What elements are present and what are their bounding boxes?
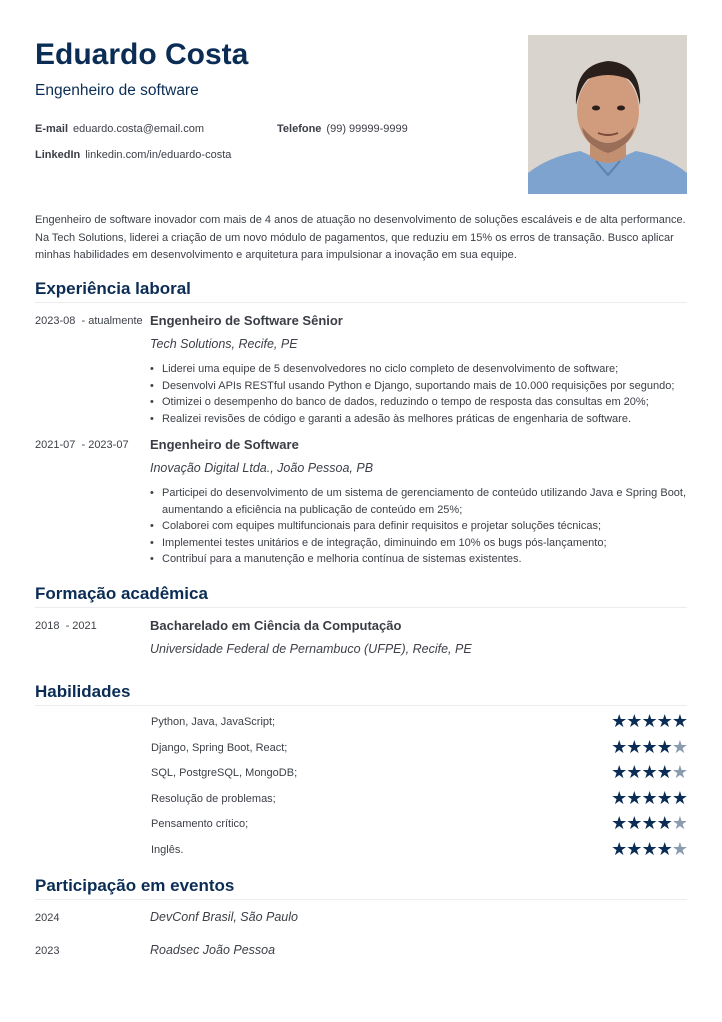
star-filled-icon: ★ [611,711,628,731]
experience-role: Engenheiro de Software Sênior [150,313,343,328]
skill-row [151,736,688,757]
star-filled-icon: ★ [611,839,628,859]
experience-date: 2021-07 - 2023-07 [35,439,129,451]
skill-row [151,839,688,859]
star-filled-icon: ★ [656,787,673,808]
star-filled-icon: ★ [656,736,673,757]
skill-rating [611,814,687,832]
education-school: Universidade Federal de Pernambuco (UFPE), Recife, PE [150,642,472,656]
skill-name: SQL, PostgreSQL, MongoDB; [151,767,298,780]
candidate-name: Eduardo Costa [35,38,249,71]
star-empty-icon: ★ [671,762,688,783]
star-filled-icon: ★ [626,711,643,731]
skill-name: Inglês. [151,844,184,856]
contact-linkedin [35,149,231,161]
star-filled-icon: ★ [626,787,643,808]
star-filled-icon: ★ [626,762,643,783]
event-name: DevConf Brasil, São Paulo [150,910,298,924]
event-name: Roadsec João Pessoa [150,943,276,957]
linkedin-label: LinkedIn [35,149,81,161]
event-year: 2024 [35,912,60,924]
skill-name: Pensamento crítico; [151,818,249,831]
skill-row [151,711,688,731]
experience-bullets [150,361,702,427]
skill-rating [611,712,687,730]
linkedin-value[interactable]: linkedin.com/in/eduardo-costa [85,149,232,161]
list-item: • Desenvolvi APIs RESTful usando Python e Django, suportando mais de 10.000 requisições por segundo; [162,378,702,395]
experience-bullets [150,485,702,568]
star-filled-icon: ★ [656,711,673,731]
skill-row [151,813,688,834]
star-filled-icon: ★ [641,762,658,783]
section-title-events: Participação em eventos [35,876,235,895]
star-filled-icon: ★ [656,762,673,783]
person-photo-icon [528,35,687,194]
list-item: • Contribuí para a manutenção e melhoria contínua de sistemas existentes. [162,551,702,568]
phone-value[interactable]: (99) 99999-9999 [326,123,408,135]
phone-label: Telefone [277,123,322,135]
profile-photo [528,35,687,194]
skill-name: Python, Java, JavaScript; [151,716,276,728]
list-item: • Realizei revisões de código e garanti a adesão às melhores práticas de engenharia de software. [162,411,702,428]
star-filled-icon: ★ [611,736,628,757]
section-title-experience: Experiência laboral [35,279,191,298]
star-filled-icon: ★ [656,813,673,834]
star-filled-icon: ★ [641,839,658,859]
list-item: • Implementei testes unitários e de integração, diminuindo em 10% os bugs pós-lançamento; [162,535,702,552]
star-filled-icon: ★ [641,711,658,731]
email-label: E-mail [35,123,69,135]
contact-email [35,123,204,135]
skill-rating [611,840,687,858]
candidate-title: Engenheiro de software [35,82,199,99]
contact-phone [277,123,408,135]
skill-rating [611,789,687,807]
skill-name: Resolução de problemas; [151,792,276,805]
experience-role: Engenheiro de Software [150,437,299,452]
list-item: • Otimizei o desempenho do banco de dados, reduzindo o tempo de resposta das consultas em 20%; [162,394,702,411]
skill-rating [611,738,687,756]
divider [35,899,687,900]
list-item: • Colaborei com equipes multifuncionais para definir requisitos e projetar soluções técnicas; [162,518,702,535]
email-value[interactable]: eduardo.costa@email.com [73,123,205,135]
star-filled-icon: ★ [641,813,658,834]
divider [35,705,687,706]
star-filled-icon: ★ [671,787,688,808]
skill-row [151,762,688,783]
list-item: • Participei do desenvolvimento de um sistema de gerenciamento de conteúdo utilizando Java e Spring Boot, aumentando a eficiência na publicação de conteúdo em 25%; [162,485,702,518]
star-filled-icon: ★ [611,813,628,834]
divider [35,607,687,608]
education-date: 2018 - 2021 [35,620,97,632]
experience-company: Tech Solutions, Recife, PE [150,337,298,351]
divider [35,302,687,303]
star-filled-icon: ★ [626,839,643,859]
star-filled-icon: ★ [641,787,658,808]
star-filled-icon: ★ [671,711,688,731]
star-filled-icon: ★ [611,762,628,783]
star-empty-icon: ★ [671,839,688,859]
professional-summary: Engenheiro de software inovador com mais de 4 anos de atuação no desenvolvimento de soluções escaláveis e de alta performance. Na Tech Solutions, liderei a criação de um novo módulo de pagamentos, que reduziu em 15% os erros de transação. Busco aplicar minhas habilidades em desenvolvimento e arquitetura para impulsionar a inovação em sua equipe. [35,214,686,261]
section-title-skills: Habilidades [35,682,131,701]
star-filled-icon: ★ [641,736,658,757]
list-item: • Liderei uma equipe de 5 desenvolvedores no ciclo completo de desenvolvimento de software; [162,361,702,378]
event-year: 2023 [35,945,60,957]
skill-rating [611,763,687,781]
star-filled-icon: ★ [626,813,643,834]
star-filled-icon: ★ [626,736,643,757]
star-empty-icon: ★ [671,736,688,757]
education-degree: Bacharelado em Ciência da Computação [150,618,402,633]
star-filled-icon: ★ [656,839,673,859]
experience-date: 2023-08 - atualmente [35,315,143,327]
star-empty-icon: ★ [671,813,688,834]
section-title-education: Formação acadêmica [35,584,208,603]
star-filled-icon: ★ [611,787,628,808]
skill-name: Django, Spring Boot, React; [151,741,288,754]
skill-row [151,787,688,808]
experience-company: Inovação Digital Ltda., João Pessoa, PB [150,461,374,475]
